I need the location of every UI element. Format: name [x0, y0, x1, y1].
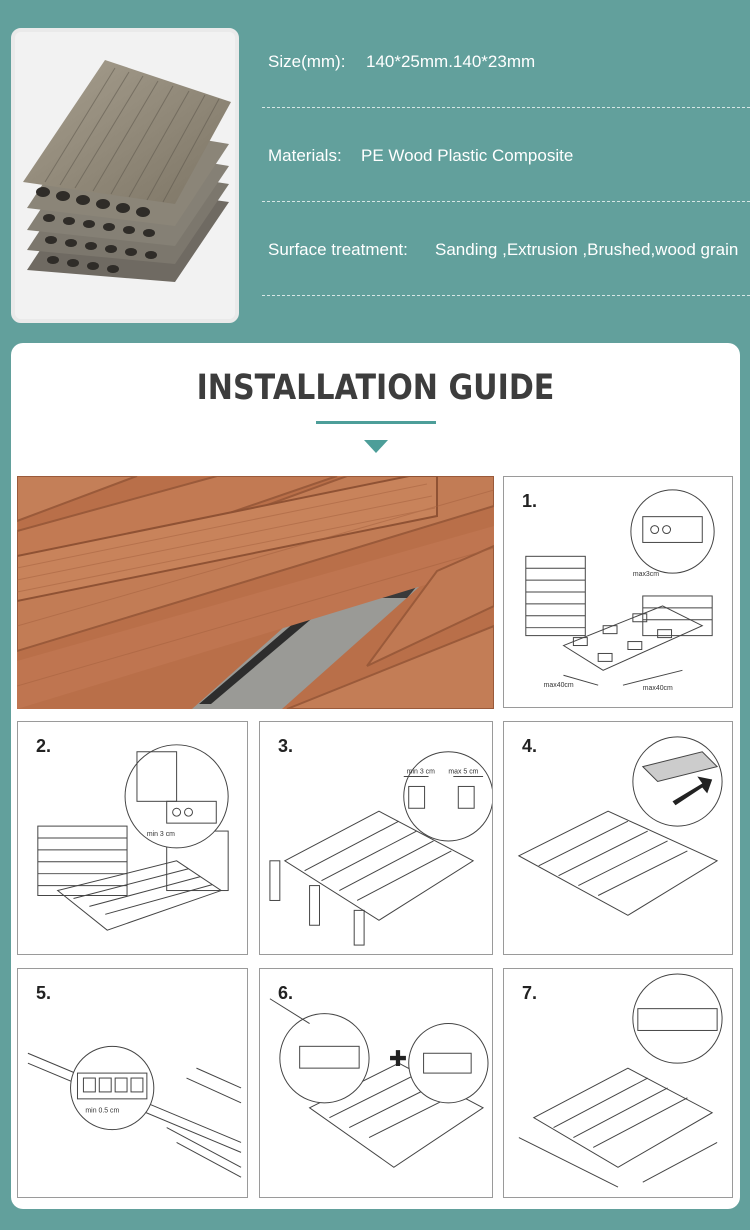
- step-3-diagram: [259, 721, 493, 955]
- plus-icon: ✚: [388, 1046, 408, 1072]
- installed-decking-photo: [17, 476, 494, 709]
- spec-label: Materials:: [268, 146, 342, 165]
- spec-value: PE Wood Plastic Composite: [361, 146, 574, 165]
- dimension-label: max 5 cm: [448, 768, 479, 776]
- dimension-label: min 0.5 cm: [85, 1107, 120, 1115]
- step-number: 5.: [36, 983, 52, 1003]
- step-number: 6.: [278, 983, 294, 1003]
- spec-label: Size(mm):: [268, 52, 346, 71]
- step-7-diagram: [503, 968, 733, 1198]
- step-1-diagram: [503, 476, 733, 708]
- page-title: INSTALLATION GUIDE: [196, 368, 555, 408]
- spec-row-materials: [262, 108, 750, 202]
- step-5-diagram: [17, 968, 248, 1198]
- step-4-diagram: [503, 721, 733, 955]
- dimension-label: min 3 cm: [406, 768, 435, 776]
- spec-value: 140*25mm.140*23mm: [366, 52, 536, 71]
- product-image: [11, 28, 239, 323]
- step-2-diagram: [17, 721, 248, 955]
- dimension-label: max3cm: [632, 571, 660, 579]
- dimension-label: max40cm: [543, 682, 574, 690]
- step-6-diagram: [259, 968, 493, 1198]
- spec-list: [262, 14, 750, 296]
- step-number: 1.: [522, 491, 538, 511]
- spec-row-size: [262, 14, 750, 108]
- title-divider: [316, 421, 436, 424]
- step-number: 3.: [278, 736, 294, 756]
- dimension-label: max40cm: [642, 685, 673, 693]
- dimension-label: min 3 cm: [146, 831, 175, 839]
- installation-guide-panel: [11, 343, 740, 1209]
- step-number: 2.: [36, 736, 52, 756]
- spec-row-surface: [262, 202, 750, 296]
- chevron-down-icon: [364, 440, 388, 453]
- spec-value: Sanding ,Extrusion ,Brushed,wood grain: [435, 240, 739, 259]
- step-number: 4.: [522, 736, 538, 756]
- spec-label: Surface treatment:: [268, 240, 408, 259]
- step-number: 7.: [522, 983, 538, 1003]
